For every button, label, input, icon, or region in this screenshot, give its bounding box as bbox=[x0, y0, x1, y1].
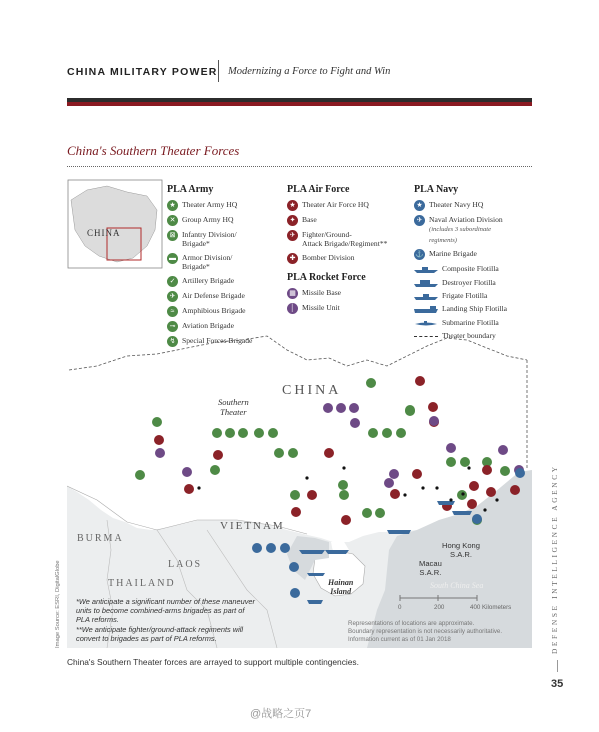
section-subtitle: Modernizing a Force to Fight and Win bbox=[228, 66, 391, 77]
amphibious-icon: ≈ bbox=[167, 306, 178, 317]
rocket-marker bbox=[336, 403, 346, 413]
legend-label: Theater Air Force HQ bbox=[302, 200, 369, 209]
map-label-south-china-sea: South China Sea bbox=[430, 581, 484, 590]
frigate-flotilla-marker bbox=[325, 550, 349, 554]
air-marker bbox=[412, 469, 422, 479]
army-marker bbox=[274, 448, 284, 458]
air-marker bbox=[415, 376, 425, 386]
navy-marker bbox=[472, 514, 482, 524]
group-army-icon: ✕ bbox=[167, 215, 178, 226]
note-star: *We anticipate a significant number of these maneuver units to become combined-arms brigades as part of PLA reforms. bbox=[76, 597, 255, 624]
rocket-marker bbox=[182, 467, 192, 477]
map-disclaimer: Representations of locations are approximate. Boundary representation is not necessarily authoritative. Information current as of 01 Jan 2018 bbox=[348, 620, 503, 643]
legend-label: Theater Navy HQ bbox=[429, 200, 484, 209]
army-marker bbox=[396, 428, 406, 438]
theater-hq-icon: ★ bbox=[167, 200, 178, 211]
scale-bar bbox=[400, 595, 477, 601]
flotilla-markers bbox=[299, 501, 472, 604]
army-marker bbox=[238, 428, 248, 438]
rocket-marker bbox=[446, 443, 456, 453]
air-marker bbox=[154, 435, 164, 445]
army-marker bbox=[288, 448, 298, 458]
legend-air-title: PLA Air Force bbox=[287, 184, 350, 195]
infantry-icon: ⊠ bbox=[167, 230, 178, 241]
army-marker bbox=[460, 457, 470, 467]
inset-china-label: CHINA bbox=[87, 228, 121, 238]
artillery-icon: ✓ bbox=[167, 276, 178, 287]
fighter-icon: ✈ bbox=[287, 230, 298, 241]
air-marker bbox=[324, 448, 334, 458]
army-marker bbox=[405, 405, 415, 415]
marine-icon: ⚓ bbox=[415, 251, 424, 259]
legend-label: Aviation Brigade bbox=[182, 320, 234, 330]
army-marker bbox=[135, 470, 145, 480]
map-label-vietnam: VIETNAM bbox=[220, 520, 285, 532]
legend-army-title: PLA Army bbox=[167, 184, 214, 195]
rocket-marker bbox=[350, 418, 360, 428]
composite-flotilla-marker bbox=[387, 530, 411, 534]
army-marker bbox=[210, 465, 220, 475]
army-marker bbox=[500, 466, 510, 476]
rocket-marker bbox=[155, 448, 165, 458]
navy-marker bbox=[280, 543, 290, 553]
army-marker bbox=[338, 480, 348, 490]
missile-unit-icon: │ bbox=[287, 303, 298, 314]
army-marker bbox=[366, 378, 376, 388]
scale-end: 400 Kilometers bbox=[470, 604, 512, 611]
composite-flotilla-marker bbox=[452, 511, 472, 515]
image-source: Image Source: ESRI, DigitalGlobe bbox=[55, 560, 61, 648]
note-double-star: **We anticipate fighter/ground-attack regiments will convert to brigades as part of PLA reforms. bbox=[76, 625, 244, 643]
army-marker bbox=[446, 457, 456, 467]
air-marker bbox=[307, 490, 317, 500]
army-marker bbox=[152, 417, 162, 427]
legend-label: Infantry Division/ Brigade* bbox=[182, 230, 237, 249]
air-marker bbox=[341, 515, 351, 525]
armor-icon: ▬ bbox=[169, 254, 176, 262]
rocket-marker bbox=[384, 478, 394, 488]
air-marker bbox=[213, 450, 223, 460]
air-marker bbox=[486, 487, 496, 497]
navy-marker bbox=[252, 543, 262, 553]
army-marker bbox=[339, 490, 349, 500]
legend-label: Group Army HQ bbox=[182, 215, 234, 224]
map-label-hainan: Hainan Island bbox=[328, 578, 354, 596]
army-marker bbox=[382, 428, 392, 438]
agency-side-panel bbox=[548, 382, 562, 662]
figure-title: China's Southern Theater Forces bbox=[67, 143, 240, 158]
naval-aviation-label: Naval Aviation Division bbox=[429, 215, 503, 224]
air-marker bbox=[184, 484, 194, 494]
submarine-flotilla-marker bbox=[307, 600, 323, 604]
legend-rocket-title: PLA Rocket Force bbox=[287, 271, 366, 283]
rocket-marker bbox=[349, 403, 359, 413]
air-defense-icon: ✈ bbox=[167, 291, 178, 302]
air-marker bbox=[390, 489, 400, 499]
page-number: 35 bbox=[551, 678, 564, 690]
header-rule-red bbox=[67, 102, 532, 106]
naval-aviation-note: (includes 3 subordinate regiments) bbox=[429, 226, 492, 244]
unit-symbols bbox=[67, 170, 532, 648]
legend-label: Base bbox=[302, 215, 317, 224]
legend-label: Composite Flotilla bbox=[442, 264, 499, 274]
legend-label: Amphibious Brigade bbox=[182, 305, 246, 315]
air-marker bbox=[291, 507, 301, 517]
navy-marker bbox=[289, 562, 299, 572]
legend-label: Bomber Division bbox=[302, 252, 355, 262]
legend-label: Special Forces Brigade bbox=[182, 335, 253, 345]
title-dotted-rule bbox=[67, 166, 532, 167]
destroyer-flotilla-marker bbox=[299, 550, 325, 554]
legend-label: Theater boundary bbox=[442, 331, 496, 341]
legend-label: Frigate Flotilla bbox=[442, 291, 488, 301]
air-base-icon: ✦ bbox=[287, 215, 298, 226]
watermark: @战略之页7 bbox=[250, 708, 312, 720]
map-label-china: CHINA bbox=[282, 383, 342, 398]
map-label-thailand: THAILAND bbox=[108, 578, 176, 589]
naval-aviation-icon: ✈ bbox=[414, 215, 425, 226]
legend-label: Marine Brigade bbox=[429, 249, 477, 259]
rocket-marker bbox=[323, 403, 333, 413]
rocket-marker bbox=[389, 469, 399, 479]
legend-label: Air Defense Brigade bbox=[182, 290, 245, 300]
navy-marker bbox=[266, 543, 276, 553]
legend-navy-title: PLA Navy bbox=[414, 184, 459, 195]
missile-base-icon: ▦ bbox=[287, 288, 298, 299]
army-marker bbox=[225, 428, 235, 438]
header-divider bbox=[218, 60, 219, 82]
legend-label: Landing Ship Flotilla bbox=[442, 304, 507, 314]
map-label-macau: Macau S.A.R. bbox=[419, 559, 442, 577]
air-marker bbox=[510, 485, 520, 495]
rocket-marker bbox=[498, 445, 508, 455]
legend-label: Missile Base bbox=[302, 287, 342, 297]
legend-label: Artillery Brigade bbox=[182, 275, 235, 285]
city-dots bbox=[197, 466, 498, 511]
army-marker bbox=[212, 428, 222, 438]
scale-mid: 200 bbox=[434, 604, 445, 611]
navy-hq-icon: ★ bbox=[414, 200, 425, 211]
navy-marker bbox=[515, 468, 525, 478]
landing-ship-marker bbox=[307, 573, 325, 576]
landing-ship-marker bbox=[437, 501, 455, 505]
legend-label: Theater Army HQ bbox=[182, 200, 238, 209]
agency-tick bbox=[557, 660, 558, 672]
army-marker bbox=[375, 508, 385, 518]
air-marker bbox=[467, 499, 477, 509]
army-marker bbox=[368, 428, 378, 438]
figure-caption: China's Southern Theater forces are arrayed to support multiple contingencies. bbox=[67, 657, 359, 667]
map-label-laos: LAOS bbox=[168, 559, 203, 570]
air-marker bbox=[428, 402, 438, 412]
legend-label: Submarine Flotilla bbox=[442, 317, 499, 327]
rocket-unit-markers bbox=[155, 403, 524, 488]
map-label-southern-theater: Southern Theater bbox=[218, 397, 249, 417]
agency-name: DEFENSE INTELLIGENCE AGENCY bbox=[550, 464, 559, 654]
map-label-hong-kong: Hong Kong S.A.R. bbox=[442, 541, 480, 559]
army-marker bbox=[362, 508, 372, 518]
special-forces-icon: ↯ bbox=[167, 336, 178, 347]
air-marker bbox=[482, 465, 492, 475]
army-marker bbox=[290, 490, 300, 500]
rocket-marker bbox=[429, 416, 439, 426]
air-marker bbox=[469, 481, 479, 491]
section-title: CHINA MILITARY POWER bbox=[67, 66, 218, 78]
legend-label: Armor Division/ Brigade* bbox=[182, 252, 233, 272]
legend-label: Fighter/Ground- Attack Brigade/Regiment** bbox=[302, 230, 388, 249]
legend-label: Missile Unit bbox=[302, 302, 340, 312]
army-marker bbox=[254, 428, 264, 438]
air-theater-hq-icon: ★ bbox=[287, 200, 298, 211]
legend-label: Destroyer Flotilla bbox=[442, 277, 496, 287]
map-label-burma: BURMA bbox=[77, 533, 124, 544]
bomber-icon: ✚ bbox=[287, 253, 298, 264]
aviation-icon: ⊸ bbox=[167, 321, 178, 332]
army-marker bbox=[268, 428, 278, 438]
air-unit-markers bbox=[154, 376, 520, 525]
scale-zero: 0 bbox=[398, 604, 402, 611]
